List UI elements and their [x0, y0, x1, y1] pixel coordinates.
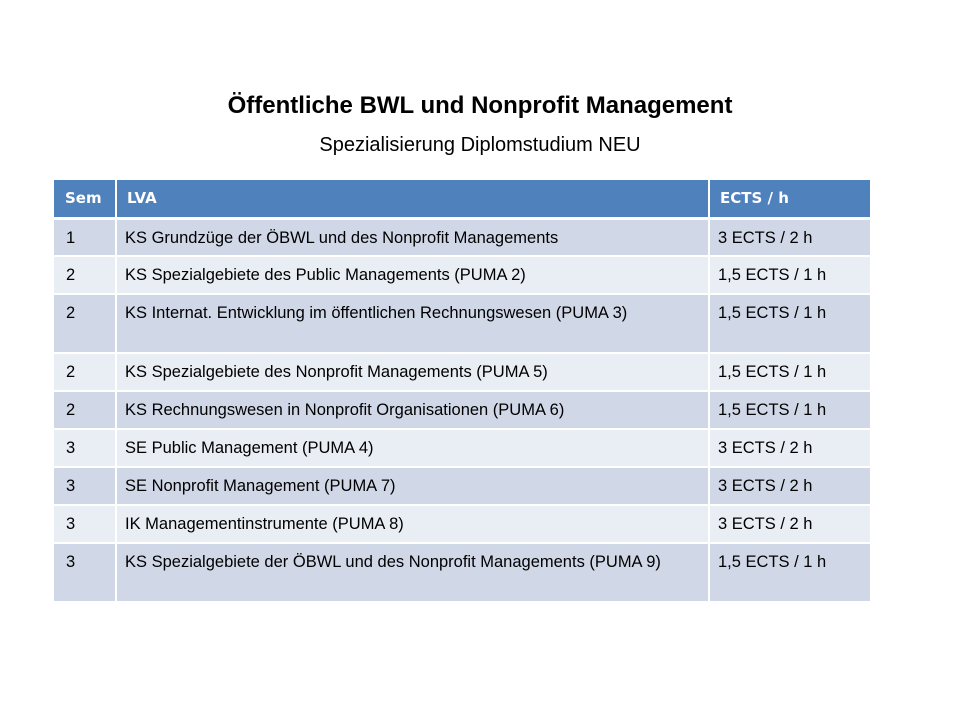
cell-lva: IK Managementinstrumente (PUMA 8) — [116, 505, 709, 543]
cell-lva: SE Nonprofit Management (PUMA 7) — [116, 467, 709, 505]
cell-sem: 3 — [54, 467, 116, 505]
table-header-row — [54, 180, 870, 218]
table-row — [54, 218, 870, 256]
cell-lva: SE Public Management (PUMA 4) — [116, 429, 709, 467]
table-row — [54, 256, 870, 294]
cell-sem: 1 — [54, 218, 116, 256]
cell-sem: 2 — [54, 294, 116, 353]
table-row — [54, 505, 870, 543]
cell-ects: 1,5 ECTS / 1 h — [709, 256, 870, 294]
column-header-ects: ECTS / h — [709, 180, 870, 218]
cell-ects: 1,5 ECTS / 1 h — [709, 391, 870, 429]
cell-ects: 1,5 ECTS / 1 h — [709, 353, 870, 391]
cell-ects: 1,5 ECTS / 1 h — [709, 543, 870, 602]
cell-sem: 2 — [54, 353, 116, 391]
page-title: Öffentliche BWL und Nonprofit Management — [227, 92, 733, 119]
table-row — [54, 391, 870, 429]
table-row — [54, 543, 870, 602]
table-row — [54, 294, 870, 353]
cell-ects: 3 ECTS / 2 h — [709, 467, 870, 505]
cell-lva: KS Internat. Entwicklung im öffentlichen Rechnungswesen (PUMA 3) — [116, 294, 709, 353]
cell-lva: KS Spezialgebiete des Nonprofit Managements (PUMA 5) — [116, 353, 709, 391]
cell-lva: KS Spezialgebiete der ÖBWL und des Nonprofit Managements (PUMA 9) — [116, 543, 709, 602]
cell-sem: 3 — [54, 505, 116, 543]
table-row — [54, 353, 870, 391]
page-subtitle: Spezialisierung Diplomstudium NEU — [319, 134, 641, 156]
cell-sem: 3 — [54, 429, 116, 467]
course-table — [54, 180, 870, 603]
column-header-sem: Sem — [54, 180, 116, 218]
cell-lva: KS Spezialgebiete des Public Managements (PUMA 2) — [116, 256, 709, 294]
cell-ects: 3 ECTS / 2 h — [709, 429, 870, 467]
cell-ects: 1,5 ECTS / 1 h — [709, 294, 870, 353]
cell-ects: 3 ECTS / 2 h — [709, 505, 870, 543]
cell-sem: 3 — [54, 543, 116, 602]
cell-sem: 2 — [54, 256, 116, 294]
table-row — [54, 467, 870, 505]
cell-lva: KS Rechnungswesen in Nonprofit Organisationen (PUMA 6) — [116, 391, 709, 429]
cell-lva: KS Grundzüge der ÖBWL und des Nonprofit Managements — [116, 218, 709, 256]
table-row — [54, 429, 870, 467]
column-header-lva: LVA — [116, 180, 709, 218]
cell-ects: 3 ECTS / 2 h — [709, 218, 870, 256]
cell-sem: 2 — [54, 391, 116, 429]
